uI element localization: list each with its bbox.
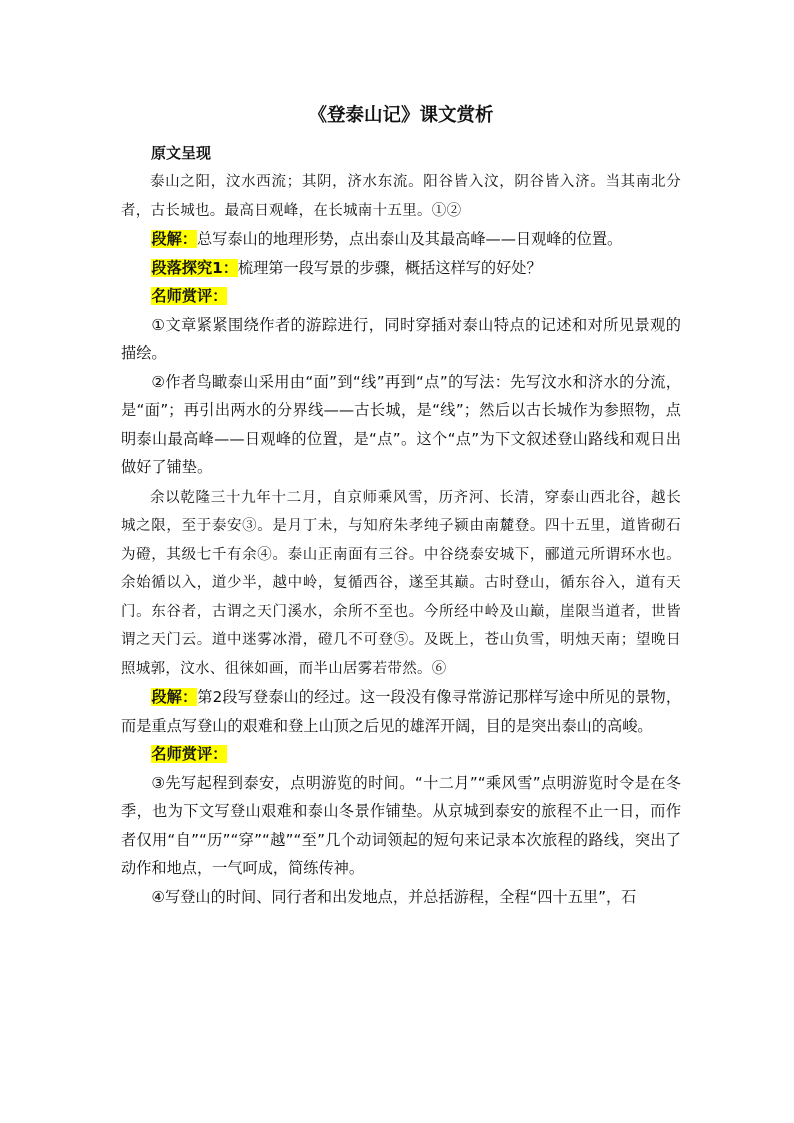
teacher-comment-heading-1 bbox=[121, 282, 681, 311]
explanation-label: 段解： bbox=[151, 230, 197, 248]
page-title: 《登泰山记》课文赏析 bbox=[308, 105, 494, 126]
original-text-paragraph-1: 泰山之阳，汶水西流；其阴，济水东流。阳谷皆入汶，阴谷皆入济。当其南北分者，古长城也。最高日观峰，在长城南十五里。①② bbox=[121, 174, 681, 219]
paragraph-explanation-1 bbox=[121, 225, 681, 254]
explanation-text: 第2段写登泰山的经过。这一段没有像寻常游记那样写途中所见的景物，而是重点写登山的艰难和登上山顶之后见的雄浑开阔，目的是突出泰山的高峻。 bbox=[121, 688, 682, 735]
teacher-comment-label: 名师赏评： bbox=[151, 287, 228, 305]
original-text-paragraph-2: 余以乾隆三十九年十二月，自京师乘风雪，历齐河、长清，穿泰山西北谷，越长城之限，至于泰安③。是月丁未，与知府朱孝纯子颍由南麓登。四十五里，道皆砌石为磴，其级七千有余④。泰山正南面有三谷。中谷绕泰安城下，郦道元所谓环水也。余始循以入，道少半，越中岭，复循西谷，遂至其巅。古时登山，循东谷入，道有天门。东谷者，古谓之天门溪水，余所不至也。今所经中岭及山巅，崖限当道者，世皆谓之天门云。道中迷雾冰滑，磴几不可登⑤。及既上，苍山负雪，明烛天南；望晚日照城郭，汶水、徂徕如画，而半山居雾若带然。⑥ bbox=[121, 489, 681, 677]
exploration-question: 梳理第一段写景的步骤，概括这样写的好处？ bbox=[237, 258, 542, 277]
teacher-comment-label: 名师赏评： bbox=[151, 745, 228, 763]
paragraph-exploration-1 bbox=[121, 254, 681, 283]
explanation-label: 段解： bbox=[151, 688, 198, 706]
explanation-text: 总写泰山的地理形势，点出泰山及其最高峰——日观峰的位置。 bbox=[196, 230, 623, 248]
paragraph-explanation-2 bbox=[121, 683, 681, 740]
teacher-comment-paragraph: ④写登山的时间、同行者和出发地点，并总括游程，全程“四十五里”，石 bbox=[151, 887, 637, 906]
section-heading: 原文呈现 bbox=[151, 144, 212, 162]
exploration-label: 段落探究1： bbox=[151, 258, 238, 277]
teacher-comment-paragraph: ②作者鸟瞰泰山采用由“面”到“线”再到“点”的写法：先写汶水和济水的分流，是“面”；再引出两水的分界线——古长城，是“线”；然后以古长城作为参照物，点明泰山最高峰——日观峰的位置，是“点”。这个“点”为下文叙述登山路线和观日出做好了铺垫。 bbox=[121, 372, 681, 476]
teacher-comment-paragraph: ①文章紧紧围绕作者的游踪进行，同时穿插对泰山特点的记述和对所见景观的描绘。 bbox=[121, 315, 681, 362]
document-body bbox=[121, 96, 681, 911]
teacher-comment-paragraph: ③先写起程到泰安，点明游览的时间。“十二月”“乘风雪”点明游览时令是在冬季，也为下文写登山艰难和泰山冬景作铺垫。从京城到泰安的旅程不止一日，而作者仅用“自”“历”“穿”“越”“至”几个动词领起的短句来记录本次旅程的路线，突出了动作和地点，一气呵成，简练传神。 bbox=[121, 773, 681, 877]
teacher-comment-heading-2 bbox=[121, 740, 681, 769]
